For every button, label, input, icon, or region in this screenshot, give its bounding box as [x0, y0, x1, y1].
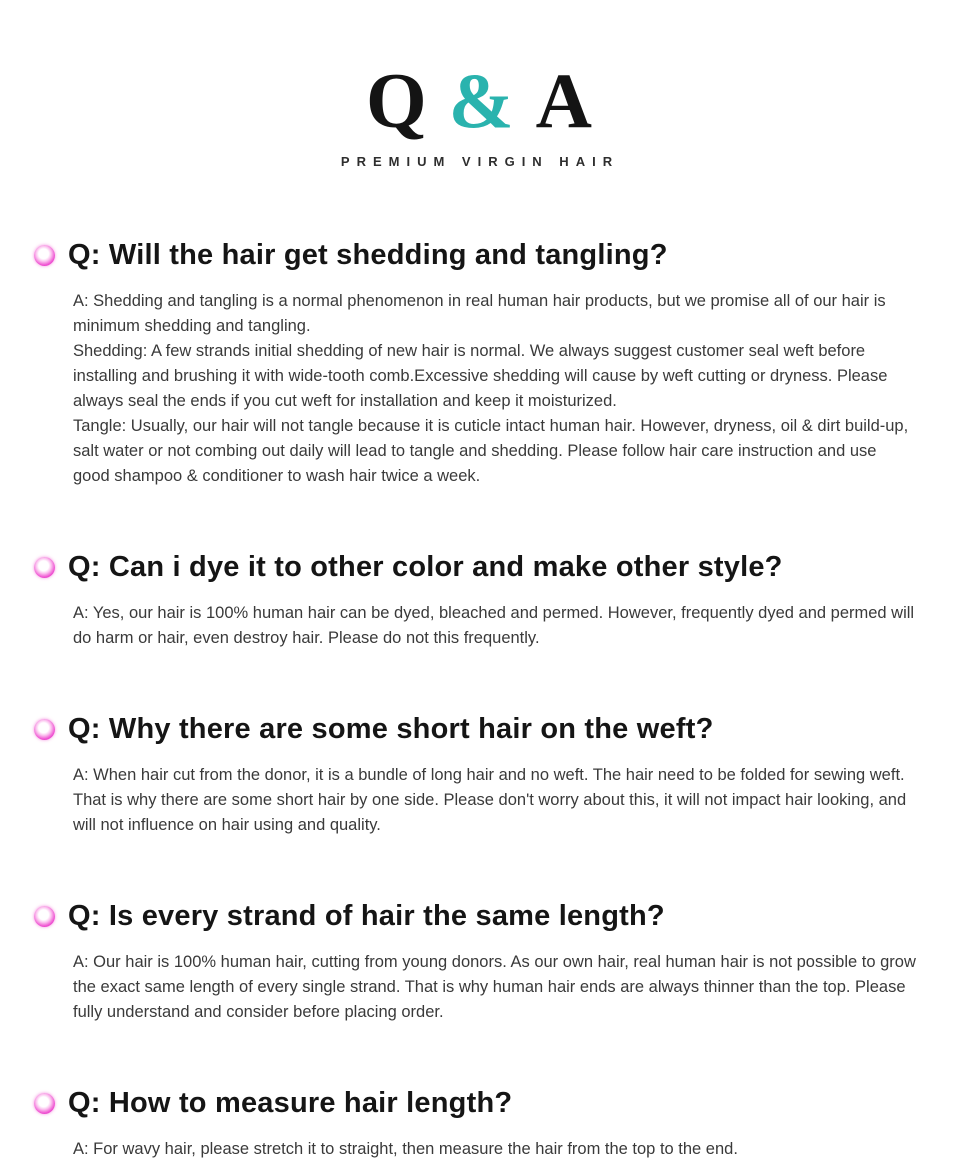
answer-paragraph: A: Shedding and tangling is a normal phenomenon in real human hair products, but we promise all of our hair is minimum shedding and tangling. [73, 292, 886, 335]
answer-paragraph: Tangle: Usually, our hair will not tangle because it is cuticle intact human hair. However, dryness, oil & dirt build-up, salt water or not combing out daily will lead to tangle and shedding. Please follow hair care instruction and use good shampoo & conditioner to wash hair twice a week. [73, 417, 909, 485]
faq-question-row [34, 239, 916, 272]
logo-letter-a: A [535, 57, 594, 144]
faq-answer [73, 950, 916, 1025]
faq-question: Q: Can i dye it to other color and make other style? [68, 551, 783, 583]
faq-item-dye-style [34, 551, 916, 651]
faq-answer [73, 763, 916, 838]
faq-question: Q: How to measure hair length? [68, 1087, 513, 1119]
brand-logo [0, 57, 960, 144]
faq-item-shedding-tangling [34, 239, 916, 489]
logo-ampersand: & [448, 57, 516, 144]
pink-ring-bullet-icon [34, 906, 55, 927]
brand-subtitle: PREMIUM VIRGIN HAIR [340, 154, 620, 169]
faq-list [0, 239, 960, 1162]
answer-paragraph: A: For wavy hair, please stretch it to straight, then measure the hair from the top to the end. [73, 1140, 738, 1158]
faq-question-row [34, 900, 916, 933]
answer-paragraph: A: Yes, our hair is 100% human hair can be dyed, bleached and permed. However, frequently dyed and permed will do harm or hair, even destroy hair. Please do not this frequently. [73, 604, 915, 647]
faq-answer [73, 601, 916, 651]
faq-question-row [34, 713, 916, 746]
pink-ring-bullet-icon [34, 719, 55, 740]
faq-question-row [34, 551, 916, 584]
faq-question-row [34, 1087, 916, 1120]
faq-answer [73, 289, 916, 489]
answer-paragraph: A: When hair cut from the donor, it is a bundle of long hair and no weft. The hair need to be folded for sewing weft. That is why there are some short hair by one side. Please don't worry about this, it will not impact hair looking, and will not influence on hair using and quality. [73, 766, 907, 834]
logo-letter-q: Q [366, 57, 429, 144]
faq-item-short-hair-weft [34, 713, 916, 838]
pink-ring-bullet-icon [34, 245, 55, 266]
faq-question: Q: Will the hair get shedding and tangling? [68, 239, 668, 271]
pink-ring-bullet-icon [34, 557, 55, 578]
faq-answer [73, 1137, 916, 1162]
faq-item-same-length [34, 900, 916, 1025]
pink-ring-bullet-icon [34, 1093, 55, 1114]
answer-paragraph: A: Our hair is 100% human hair, cutting from young donors. As our own hair, real human hair is not possible to grow the exact same length of every single strand. That is why human hair ends are always thinner than the top. Please fully understand and consider before placing order. [73, 953, 916, 1021]
faq-item-measure-length [34, 1087, 916, 1162]
brand-header [0, 0, 960, 169]
answer-paragraph: Shedding: A few strands initial shedding of new hair is normal. We always suggest customer seal weft before installing and brushing it with wide-tooth comb.Excessive shedding will cause by weft cutting or dryness. Please always seal the ends if you cut weft for installation and keep it moisturized. [73, 342, 888, 410]
faq-question: Q: Why there are some short hair on the weft? [68, 713, 714, 745]
faq-question: Q: Is every strand of hair the same length? [68, 900, 665, 932]
